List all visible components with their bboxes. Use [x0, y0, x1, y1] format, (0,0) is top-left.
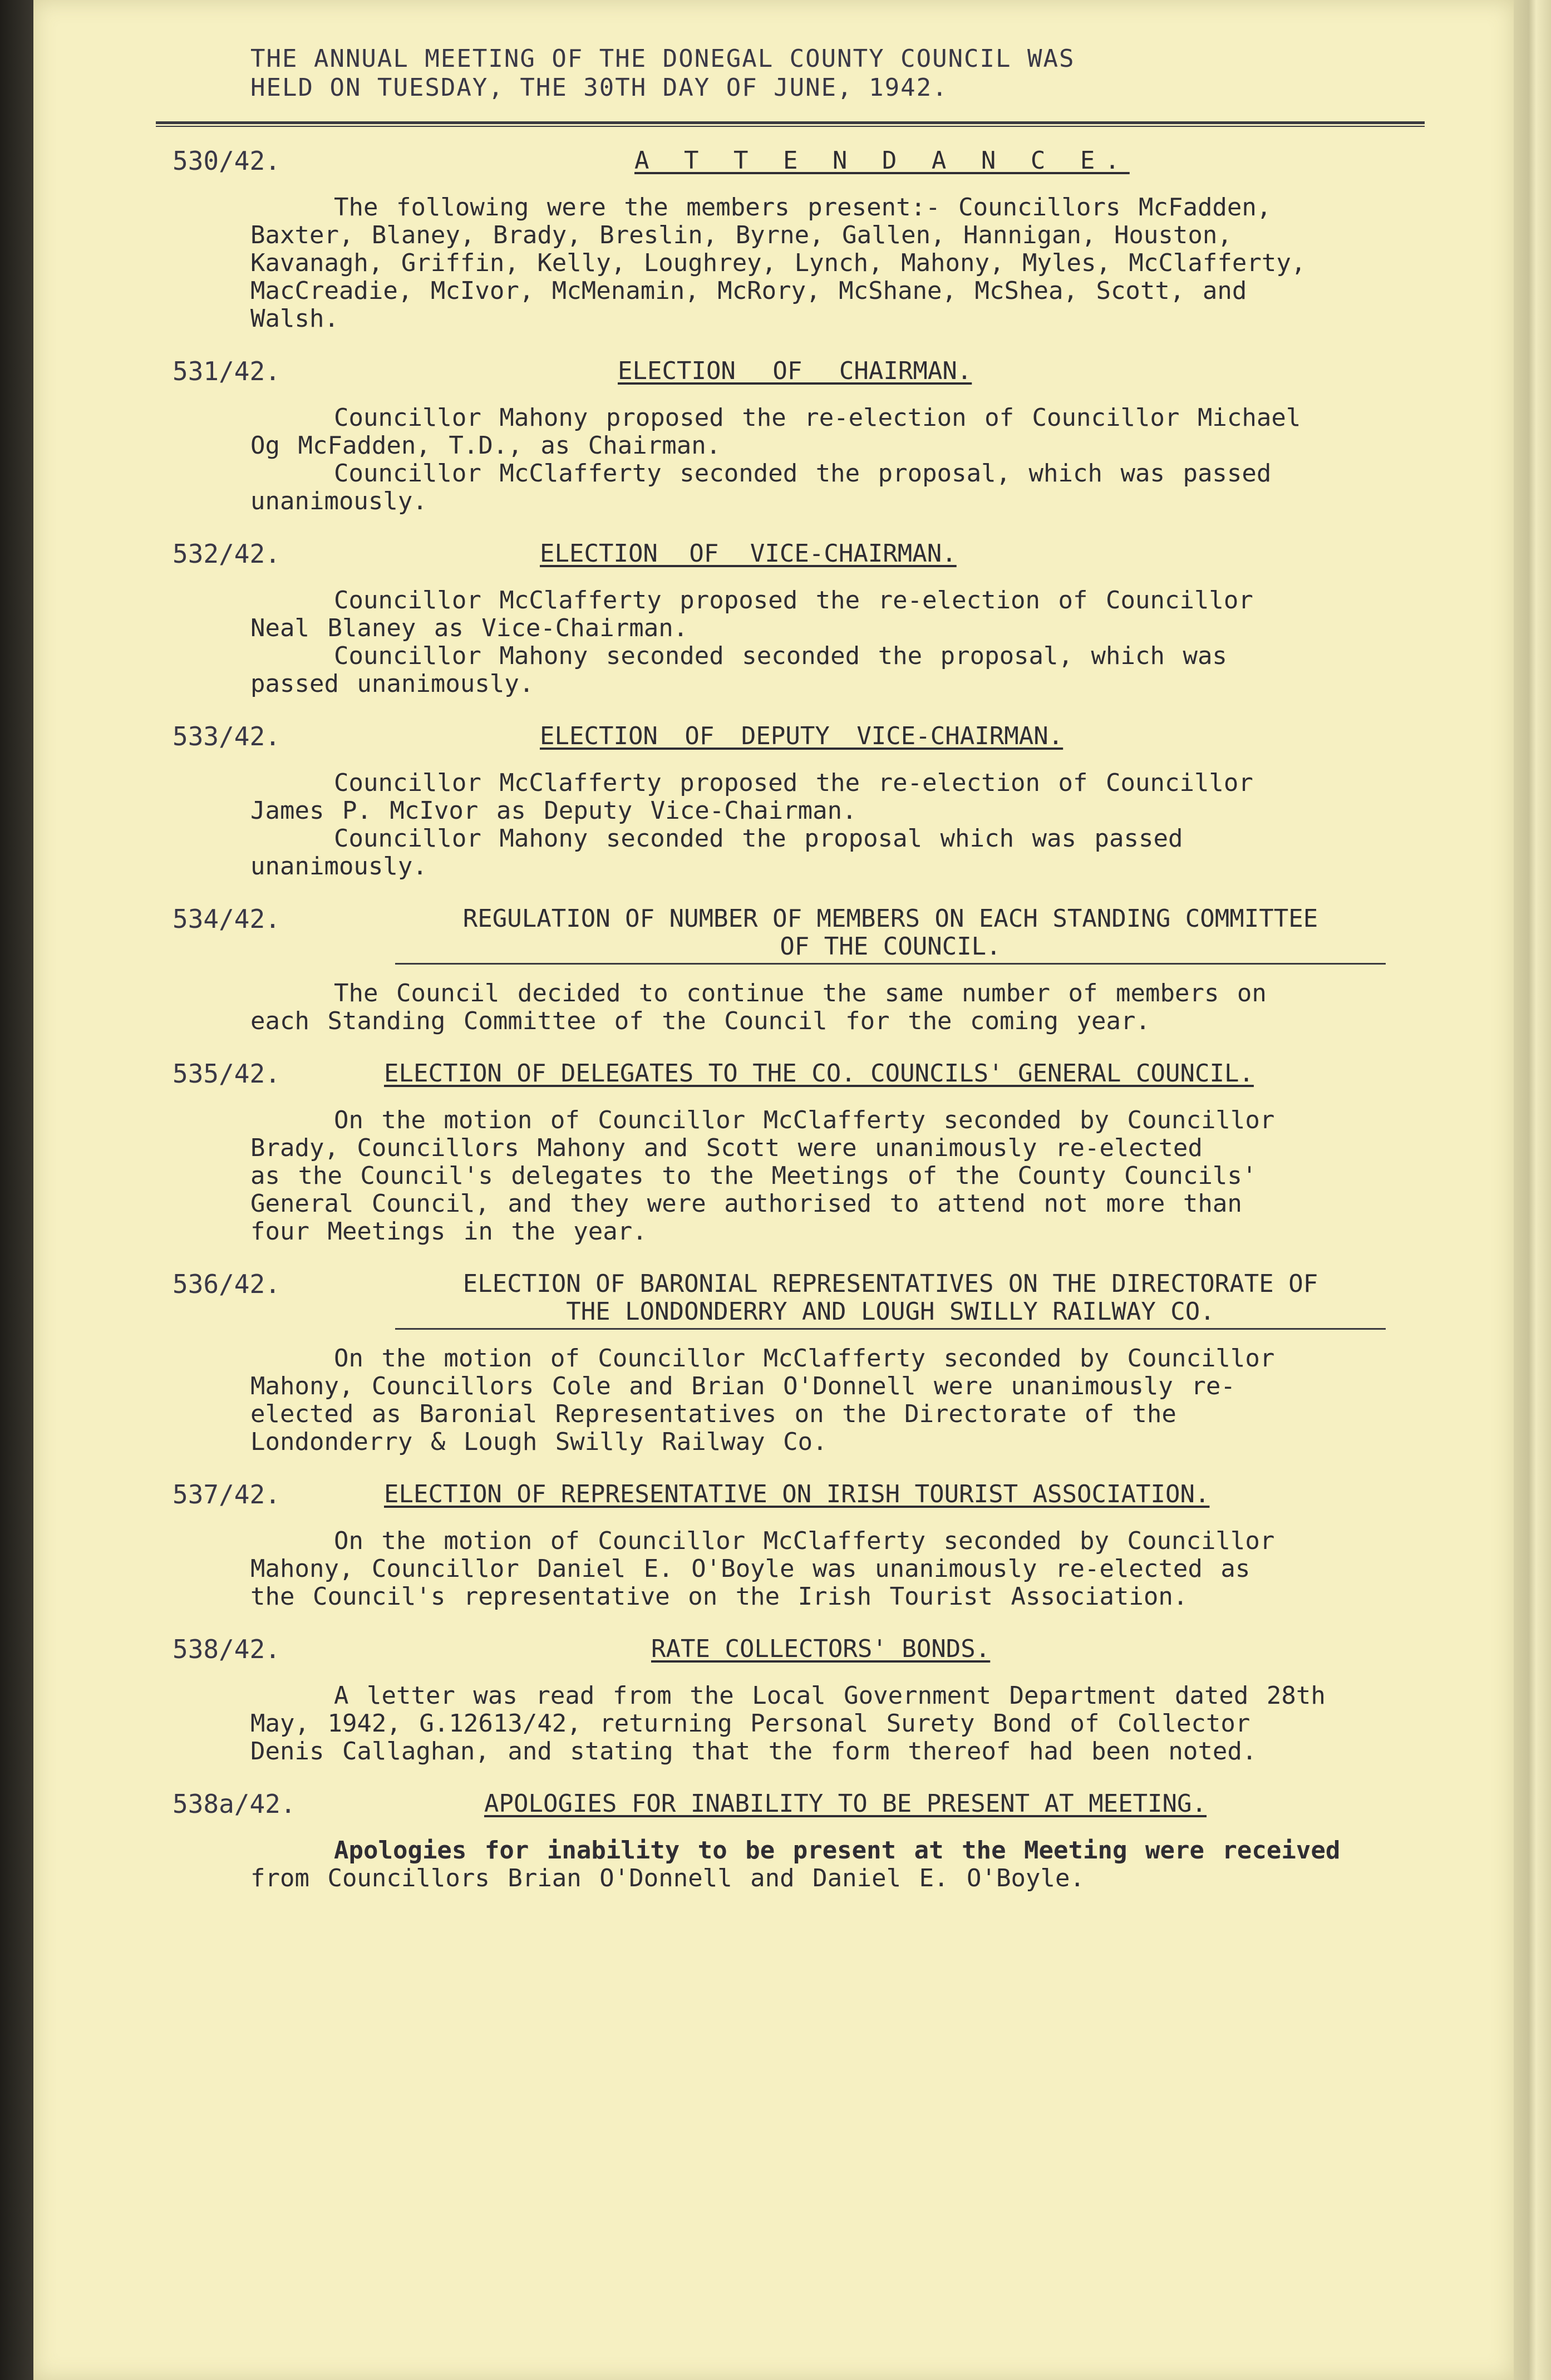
body-line: Mahony, Councillors Cole and Brian O'Donnell were unanimously re-	[250, 1372, 1235, 1400]
body-line: each Standing Committee of the Council for the coming year.	[250, 1007, 1150, 1035]
body-line: passed unanimously.	[250, 670, 534, 698]
body-line: unanimously.	[250, 852, 427, 881]
body-line: Neal Blaney as Vice-Chairman.	[250, 614, 688, 642]
heading-line-1: THE ANNUAL MEETING OF THE DONEGAL COUNTY COUNCIL WAS	[250, 45, 1075, 73]
minute-title: A T T E N D A N C E.	[634, 146, 1130, 175]
minute-536	[173, 1267, 1397, 1456]
minute-body	[173, 1345, 1391, 1456]
body-line: four Meetings in the year.	[250, 1217, 647, 1246]
minute-title: ELECTION OF CHAIRMAN.	[618, 357, 972, 385]
minute-body	[173, 1837, 1391, 1892]
page-stack-edge	[1514, 0, 1551, 2380]
minute-537	[173, 1477, 1397, 1611]
minute-title-line-1: REGULATION OF NUMBER OF MEMBERS ON EACH STANDING COMMITTEE	[462, 904, 1318, 933]
minute-531	[173, 354, 1397, 515]
body-line: Londonderry & Lough Swilly Railway Co.	[250, 1428, 828, 1456]
minute-title: ELECTION OF DELEGATES TO THE CO. COUNCILS' GENERAL COUNCIL.	[384, 1059, 1254, 1088]
body-line: Mahony, Councillor Daniel E. O'Boyle was unanimously re-elected as	[250, 1555, 1250, 1583]
body-line: the Council's representative on the Irish Tourist Association.	[250, 1582, 1188, 1611]
minute-number: 535/42.	[173, 1059, 280, 1089]
minute-title: RATE COLLECTORS' BONDS.	[651, 1635, 991, 1663]
minute-title: APOLOGIES FOR INABILITY TO BE PRESENT AT MEETING.	[484, 1789, 1207, 1818]
minute-title-line-1: ELECTION OF BARONIAL REPRESENTATIVES ON THE DIRECTORATE OF	[462, 1270, 1318, 1298]
minute-number: 538a/42.	[173, 1789, 296, 1819]
minute-number: 537/42.	[173, 1479, 280, 1509]
double-rule-divider	[156, 121, 1425, 127]
meeting-heading	[173, 45, 1397, 102]
minute-534	[173, 902, 1397, 1035]
minute-number: 531/42.	[173, 356, 280, 386]
minute-body	[173, 1682, 1391, 1766]
minute-body	[173, 1527, 1391, 1611]
body-line: Denis Callaghan, and stating that the form thereof had been noted.	[250, 1737, 1257, 1766]
minute-number: 536/42.	[173, 1269, 280, 1299]
minute-title-line-2: THE LONDONDERRY AND LOUGH SWILLY RAILWAY CO.	[566, 1297, 1215, 1326]
body-line: A letter was read from the Local Government Department dated 28th	[334, 1681, 1326, 1710]
minute-532	[173, 537, 1397, 698]
body-line: James P. McIvor as Deputy Vice-Chairman.	[250, 796, 857, 825]
body-line: Councillor Mahony seconded the proposal which was passed	[334, 824, 1183, 853]
minute-number: 532/42.	[173, 539, 280, 569]
minute-535	[173, 1056, 1397, 1246]
minute-title	[395, 1270, 1386, 1330]
body-line: Kavanagh, Griffin, Kelly, Loughrey, Lynch, Mahony, Myles, McClafferty,	[250, 249, 1306, 277]
minute-title: ELECTION OF DEPUTY VICE-CHAIRMAN.	[540, 722, 1063, 750]
minute-title: ELECTION OF REPRESENTATIVE ON IRISH TOURIST ASSOCIATION.	[384, 1480, 1210, 1508]
minute-538a	[173, 1787, 1397, 1892]
body-line: MacCreadie, McIvor, McMenamin, McRory, McShane, McShea, Scott, and	[250, 277, 1247, 305]
body-line: The following were the members present:- Councillors McFadden,	[334, 193, 1272, 222]
body-line: from Councillors Brian O'Donnell and Daniel E. O'Boyle.	[250, 1864, 1085, 1892]
body-line: General Council, and they were authorised to attend not more than	[250, 1189, 1242, 1218]
minute-538	[173, 1632, 1397, 1766]
minute-body	[173, 194, 1391, 333]
minute-number: 538/42.	[173, 1634, 280, 1664]
minute-body	[173, 769, 1391, 881]
minute-533	[173, 719, 1397, 881]
minute-title	[395, 905, 1386, 965]
minute-body	[173, 1107, 1391, 1246]
body-line: Brady, Councillors Mahony and Scott were unanimously re-elected	[250, 1134, 1203, 1162]
body-line: Baxter, Blaney, Brady, Breslin, Byrne, Gallen, Hannigan, Houston,	[250, 221, 1232, 249]
book-binding	[0, 0, 33, 2380]
body-line: On the motion of Councillor McClafferty seconded by Councillor	[334, 1344, 1275, 1373]
minutes-content	[173, 45, 1397, 1914]
minute-title-line-2: OF THE COUNCIL.	[780, 932, 1001, 961]
heading-line-2: HELD ON TUESDAY, THE 30TH DAY OF JUNE, 1942.	[250, 73, 948, 102]
minute-number: 530/42.	[173, 146, 280, 176]
body-line: Councillor McClafferty proposed the re-election of Councillor	[334, 769, 1253, 797]
minute-body	[173, 404, 1391, 515]
body-line: Walsh.	[250, 304, 339, 333]
body-line: elected as Baronial Representatives on the Directorate of the	[250, 1400, 1176, 1428]
minute-title: ELECTION OF VICE-CHAIRMAN.	[540, 539, 957, 568]
body-line: Councillor Mahony seconded seconded the proposal, which was	[334, 642, 1227, 670]
body-line: Apologies for inability to be present at the Meeting were received	[334, 1836, 1341, 1865]
body-line: Councillor McClafferty seconded the proposal, which was passed	[334, 459, 1272, 488]
body-line: The Council decided to continue the same number of members on	[334, 979, 1267, 1007]
body-line: May, 1942, G.12613/42, returning Personal Surety Bond of Collector	[250, 1709, 1250, 1738]
minute-number: 534/42.	[173, 904, 280, 934]
body-line: On the motion of Councillor McClafferty seconded by Councillor	[334, 1106, 1275, 1134]
minute-530	[173, 144, 1397, 333]
body-line: as the Council's delegates to the Meetings of the County Councils'	[250, 1162, 1257, 1190]
body-line: Councillor Mahony proposed the re-election of Councillor Michael	[334, 404, 1301, 432]
body-line: unanimously.	[250, 487, 427, 515]
minute-body	[173, 587, 1391, 698]
body-line: Councillor McClafferty proposed the re-election of Councillor	[334, 586, 1253, 614]
document-page	[33, 0, 1514, 2380]
body-line: On the motion of Councillor McClafferty seconded by Councillor	[334, 1527, 1275, 1555]
body-line: Og McFadden, T.D., as Chairman.	[250, 431, 721, 460]
minute-body	[173, 980, 1391, 1035]
minute-number: 533/42.	[173, 721, 280, 751]
